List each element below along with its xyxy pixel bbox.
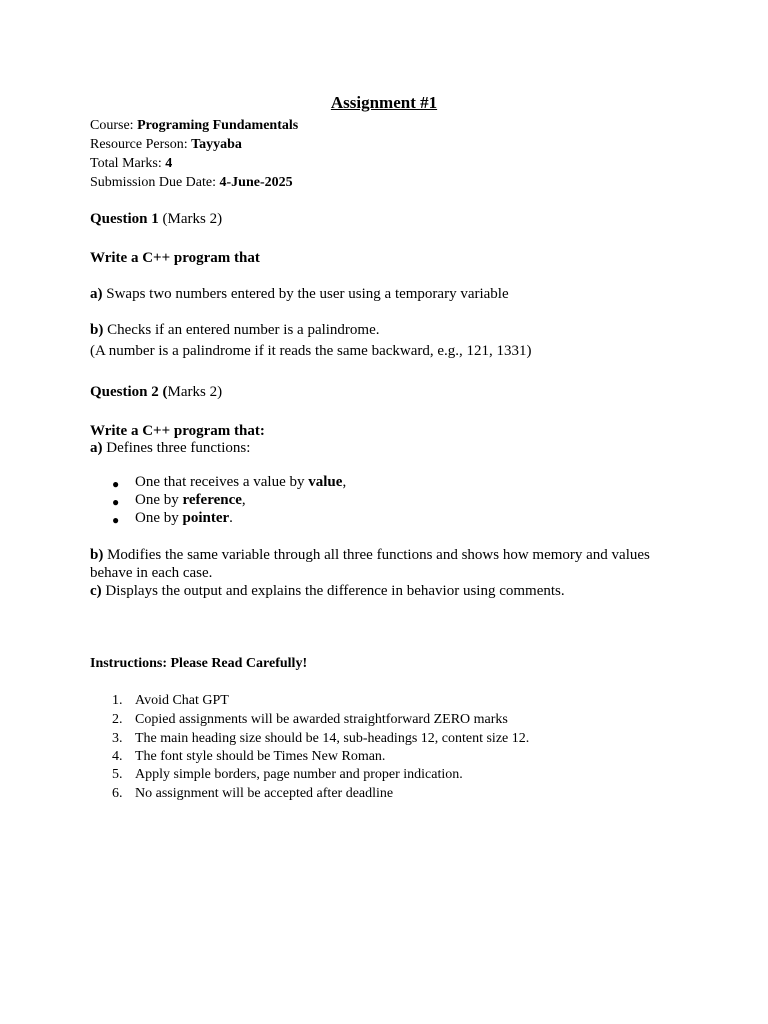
- q2-a-label: a): [90, 440, 103, 456]
- resource-label: Resource Person:: [90, 137, 192, 152]
- q2-part-c: [90, 582, 565, 601]
- item-number: 2.: [112, 712, 123, 727]
- item-number: 4.: [112, 749, 123, 764]
- q2-part-b: [90, 546, 650, 565]
- item-text: Apply simple borders, page number and proper indication.: [135, 767, 463, 782]
- resource-person-line: [90, 135, 242, 154]
- bullet-dot: ●: [112, 513, 120, 527]
- bullet-text: [135, 510, 233, 527]
- due-value: 4-June-2025: [219, 175, 293, 190]
- item-text: The main heading size should be 14, sub-headings 12, content size 12.: [135, 731, 530, 746]
- q2-heading-line: [90, 383, 222, 402]
- q1-heading: Question 1: [90, 211, 159, 227]
- due-label: Submission Due Date:: [90, 175, 220, 190]
- bullet-dot: ●: [112, 495, 120, 509]
- q2-c-label: c): [90, 583, 102, 599]
- bullet-pre: One by: [135, 510, 183, 526]
- q1-part-a: [90, 285, 509, 304]
- resource-value: Tayyaba: [191, 137, 242, 152]
- item-text: The font style should be Times New Roman.: [135, 749, 386, 764]
- q1-b-text: Checks if an entered number is a palindrome.: [103, 322, 380, 338]
- document-title: Assignment #1: [330, 93, 438, 112]
- bullet-dot: ●: [112, 477, 120, 491]
- q1-b-note: (A number is a palindrome if it reads the same backward, e.g., 121, 1331): [90, 343, 532, 359]
- q1-b-label: b): [90, 322, 104, 338]
- bullet-bold: pointer: [182, 510, 230, 526]
- bullet-pre: One that receives a value by: [135, 474, 309, 490]
- item-text: Copied assignments will be awarded straightforward ZERO marks: [135, 712, 508, 727]
- q1-marks: (Marks 2): [158, 211, 223, 227]
- bullet-text: [135, 474, 346, 491]
- q1-heading-line: [90, 210, 222, 229]
- q1-part-b: [90, 321, 380, 340]
- marks-label: Total Marks:: [90, 156, 166, 171]
- bullet-bold: reference: [182, 492, 242, 508]
- due-date-line: [90, 173, 293, 192]
- q2-intro: Write a C++ program that:: [90, 423, 265, 439]
- q2-c-text: Displays the output and explains the difference in behavior using comments.: [101, 583, 565, 599]
- q2-marks: Marks 2): [167, 384, 223, 400]
- item-text: No assignment will be accepted after deadline: [135, 786, 394, 801]
- instructions-heading: Instructions: Please Read Carefully!: [90, 656, 308, 671]
- q2-heading: Question 2 (: [90, 384, 168, 400]
- bullet-text: [135, 492, 246, 509]
- item-number: 1.: [112, 693, 123, 708]
- item-number: 3.: [112, 731, 123, 746]
- course-line: [90, 116, 298, 135]
- item-number: 5.: [112, 767, 123, 782]
- q2-a-text: Defines three functions:: [102, 440, 251, 456]
- q1-a-label: a): [90, 286, 103, 302]
- total-marks-line: [90, 154, 172, 173]
- bullet-post: .: [229, 510, 233, 526]
- marks-value: 4: [165, 156, 173, 171]
- q2-part-a: [90, 439, 250, 458]
- item-number: 6.: [112, 786, 123, 801]
- q2-part-b-continued: behave in each case.: [90, 565, 213, 581]
- bullet-bold: value: [308, 474, 343, 490]
- q2-b-text: Modifies the same variable through all three functions and shows how memory and values: [103, 547, 650, 563]
- bullet-post: ,: [241, 492, 246, 508]
- bullet-post: ,: [342, 474, 347, 490]
- bullet-pre: One by: [135, 492, 183, 508]
- q2-b-label: b): [90, 547, 104, 563]
- q1-intro: Write a C++ program that: [90, 250, 260, 266]
- course-value: Programing Fundamentals: [137, 118, 299, 133]
- item-text: Avoid Chat GPT: [135, 693, 229, 708]
- course-label: Course:: [90, 118, 138, 133]
- q1-a-text: Swaps two numbers entered by the user using a temporary variable: [102, 286, 509, 302]
